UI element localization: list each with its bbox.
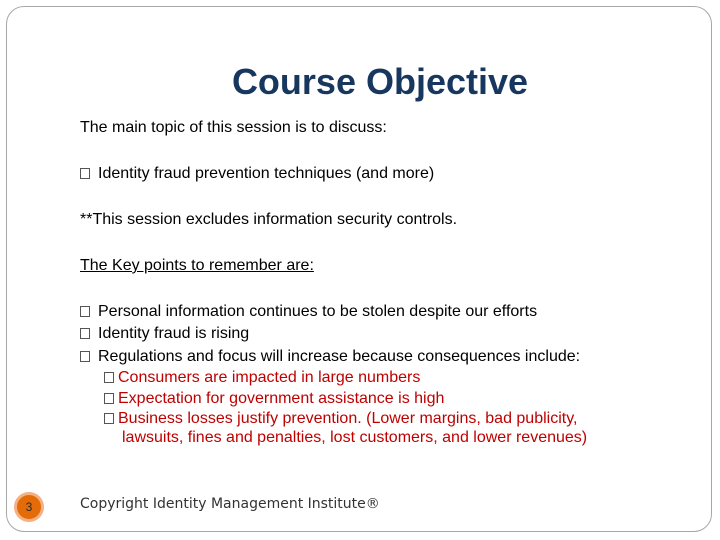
key-point-text: Identity fraud is rising bbox=[98, 325, 250, 342]
key-point-item bbox=[80, 347, 580, 366]
checkbox-bullet-icon bbox=[80, 351, 90, 362]
checkbox-bullet-icon bbox=[80, 328, 90, 339]
slide-title: Course Objective bbox=[231, 61, 529, 102]
consequence-item bbox=[104, 409, 577, 428]
consequence-text: Business losses justify prevention. (Lower margins, bad publicity, bbox=[118, 410, 578, 427]
checkbox-bullet-icon bbox=[104, 413, 114, 424]
intro-text: The main topic of this session is to discuss: bbox=[80, 119, 387, 136]
topic-bullet bbox=[80, 164, 434, 183]
slide-number-badge bbox=[14, 492, 44, 522]
checkbox-bullet-icon bbox=[80, 168, 90, 179]
checkbox-bullet-icon bbox=[104, 393, 114, 404]
consequence-item bbox=[104, 368, 420, 387]
topic-bullet-text: Identity fraud prevention techniques (and more) bbox=[98, 165, 435, 182]
key-point-text: Personal information continues to be stolen despite our efforts bbox=[98, 303, 538, 320]
consequence-text: Consumers are impacted in large numbers bbox=[118, 369, 421, 386]
copyright-footer: Copyright Identity Management Institute® bbox=[80, 496, 380, 512]
slide-number: 3 bbox=[25, 500, 33, 514]
exclusion-note: **This session excludes information security controls. bbox=[80, 211, 458, 228]
consequence-text: Expectation for government assistance is high bbox=[118, 390, 445, 407]
consequence-continuation: lawsuits, fines and penalties, lost customers, and lower revenues) bbox=[122, 429, 588, 446]
key-points-heading: The Key points to remember are: bbox=[80, 257, 314, 274]
checkbox-bullet-icon bbox=[104, 372, 114, 383]
key-point-item bbox=[80, 302, 537, 321]
consequence-item bbox=[104, 389, 444, 408]
checkbox-bullet-icon bbox=[80, 306, 90, 317]
key-point-item bbox=[80, 324, 249, 343]
key-point-text: Regulations and focus will increase because consequences include: bbox=[98, 348, 581, 365]
